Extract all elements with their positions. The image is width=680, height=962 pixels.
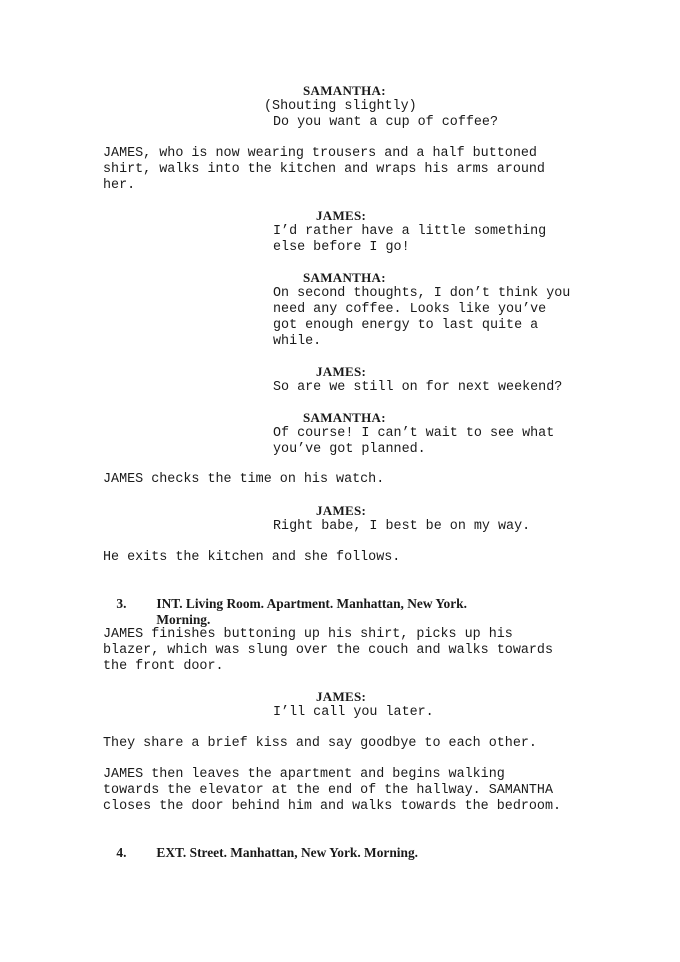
character-name: JAMES: — [316, 208, 367, 223]
dialogue-line: I’d rather have a little something — [273, 224, 547, 239]
character-name: JAMES: — [316, 364, 367, 379]
dialogue-line: So are we still on for next weekend? — [273, 380, 563, 395]
scene-number: 3. — [116, 595, 127, 611]
action-line: the front door. — [103, 659, 224, 674]
character-name: SAMANTHA: — [303, 270, 386, 285]
dialogue-line: else before I go! — [273, 240, 410, 255]
action-line: JAMES finishes buttoning up his shirt, picks up his — [103, 627, 513, 642]
scene-heading — [103, 829, 418, 876]
action-line: closes the door behind him and walks towards the bedroom. — [103, 799, 562, 814]
action-line: They share a brief kiss and say goodbye to each other. — [103, 736, 537, 751]
action-line: JAMES, who is now wearing trousers and a half buttoned — [103, 146, 537, 161]
dialogue-line: need any coffee. Looks like you’ve — [273, 302, 547, 317]
action-line: blazer, which was slung over the couch and walks towards — [103, 643, 553, 658]
dialogue-line: you’ve got planned. — [273, 442, 426, 457]
character-name: JAMES: — [316, 503, 367, 518]
scene-heading-text: INT. Living Room. Apartment. Manhattan, New York. — [156, 595, 467, 611]
scene-heading-text: EXT. Street. Manhattan, New York. Morning. — [156, 844, 418, 860]
action-line: He exits the kitchen and she follows. — [103, 550, 401, 565]
dialogue-line: Right babe, I best be on my way. — [273, 519, 531, 534]
character-name: JAMES: — [316, 689, 367, 704]
action-line: JAMES then leaves the apartment and begins walking — [103, 767, 505, 782]
dialogue-line: got enough energy to last quite a — [273, 318, 539, 333]
dialogue-line: I’ll call you later. — [273, 705, 434, 720]
dialogue-line: Do you want a cup of coffee? — [273, 115, 498, 130]
parenthetical: (Shouting slightly) — [264, 99, 417, 114]
action-line: towards the elevator at the end of the hallway. SAMANTHA — [103, 783, 553, 798]
character-name: SAMANTHA: — [303, 410, 386, 425]
character-name: SAMANTHA: — [303, 83, 386, 98]
scene-heading-text: Morning. — [156, 611, 211, 627]
action-line: JAMES checks the time on his watch. — [103, 472, 385, 487]
action-line: her. — [103, 178, 136, 193]
dialogue-line: while. — [273, 334, 322, 349]
dialogue-line: On second thoughts, I don’t think you — [273, 286, 571, 301]
dialogue-line: Of course! I can’t wait to see what — [273, 426, 555, 441]
scene-number: 4. — [116, 844, 127, 860]
action-line: shirt, walks into the kitchen and wraps his arms around — [103, 162, 545, 177]
